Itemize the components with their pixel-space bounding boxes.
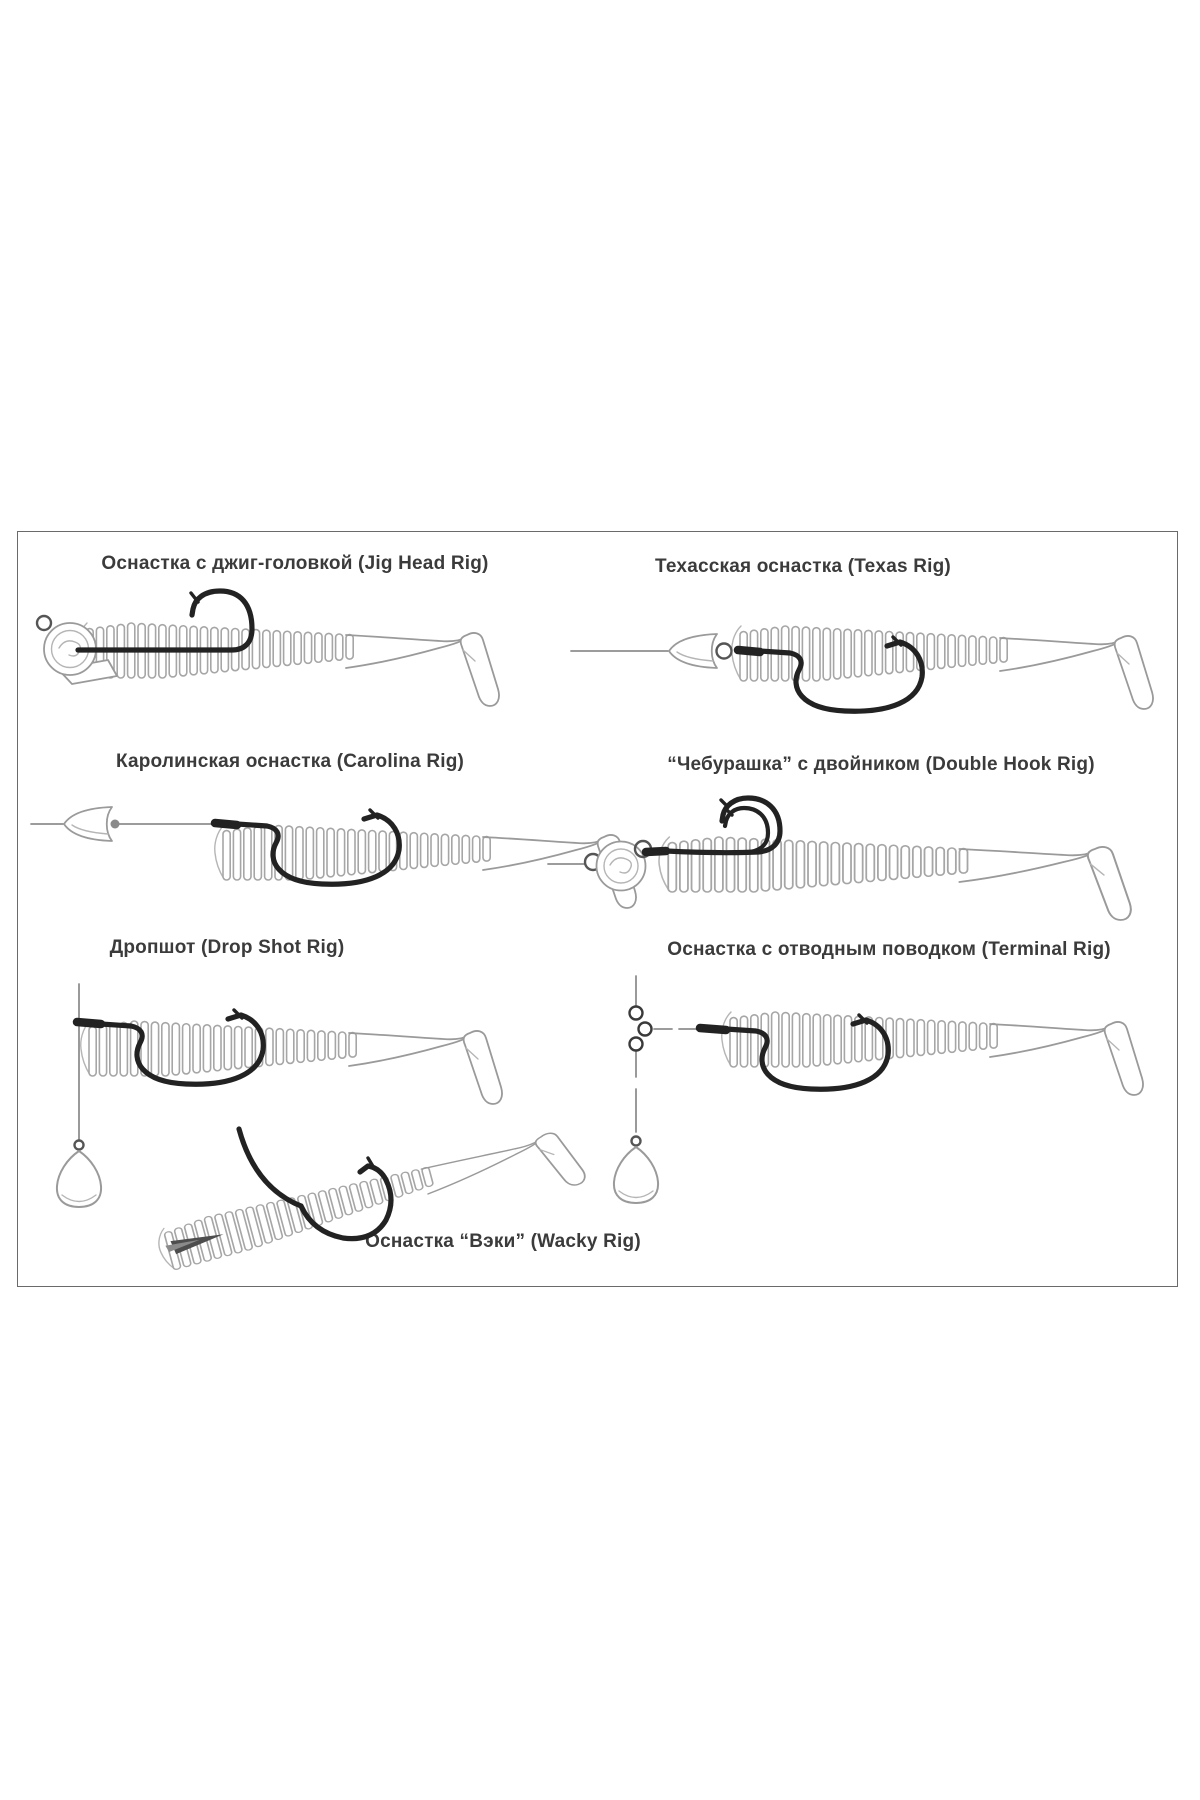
knot [738, 650, 760, 652]
knot [77, 1022, 101, 1024]
rigs-drawing [18, 532, 1176, 1285]
rig-label-drop-shot: Дропшот (Drop Shot Rig) [109, 937, 345, 958]
drop-shot-weight-icon [57, 1141, 101, 1208]
rig-label-jig-head: Оснастка с джиг-головкой (Jig Head Rig) [101, 553, 489, 574]
terminal-weight-icon [614, 1137, 658, 1204]
knot [215, 823, 237, 825]
rig-label-carolina: Каролинская оснастка (Carolina Rig) [115, 751, 465, 772]
three-way-swivel-icon [630, 1007, 652, 1051]
jig-head-rig-drawing [37, 591, 499, 706]
cheburashka-weight-icon [585, 841, 651, 891]
double-hook-icon [646, 798, 780, 853]
rig-label-texas: Техасская оснастка (Texas Rig) [655, 556, 951, 577]
bead-icon [111, 820, 120, 829]
texas-rig-drawing [571, 626, 1153, 711]
drop-shot-rig-drawing [57, 984, 502, 1207]
rig-label-terminal: Оснастка с отводным поводком (Terminal Rig) [667, 939, 1111, 960]
soft-plastic-lure-icon [659, 837, 1131, 920]
bullet-sinker-icon [669, 634, 717, 668]
terminal-rig-drawing [614, 976, 1143, 1203]
knot [700, 1028, 726, 1030]
bullet-sinker-icon [64, 807, 112, 841]
wacky-rig-drawing [155, 1120, 587, 1285]
soft-plastic-lure-icon [732, 626, 1153, 709]
soft-plastic-lure-icon [78, 623, 499, 706]
soft-plastic-worm-icon [155, 1120, 587, 1285]
carolina-rig-drawing [31, 807, 636, 908]
rig-label-double-hook: “Чебурашка” с двойником (Double Hook Rig) [667, 754, 1095, 775]
diagram-panel [17, 531, 1178, 1287]
rig-label-wacky: Оснастка “Вэки” (Wacky Rig) [365, 1231, 641, 1252]
hook-eye-icon [717, 644, 732, 659]
wacky-line [239, 1129, 301, 1206]
